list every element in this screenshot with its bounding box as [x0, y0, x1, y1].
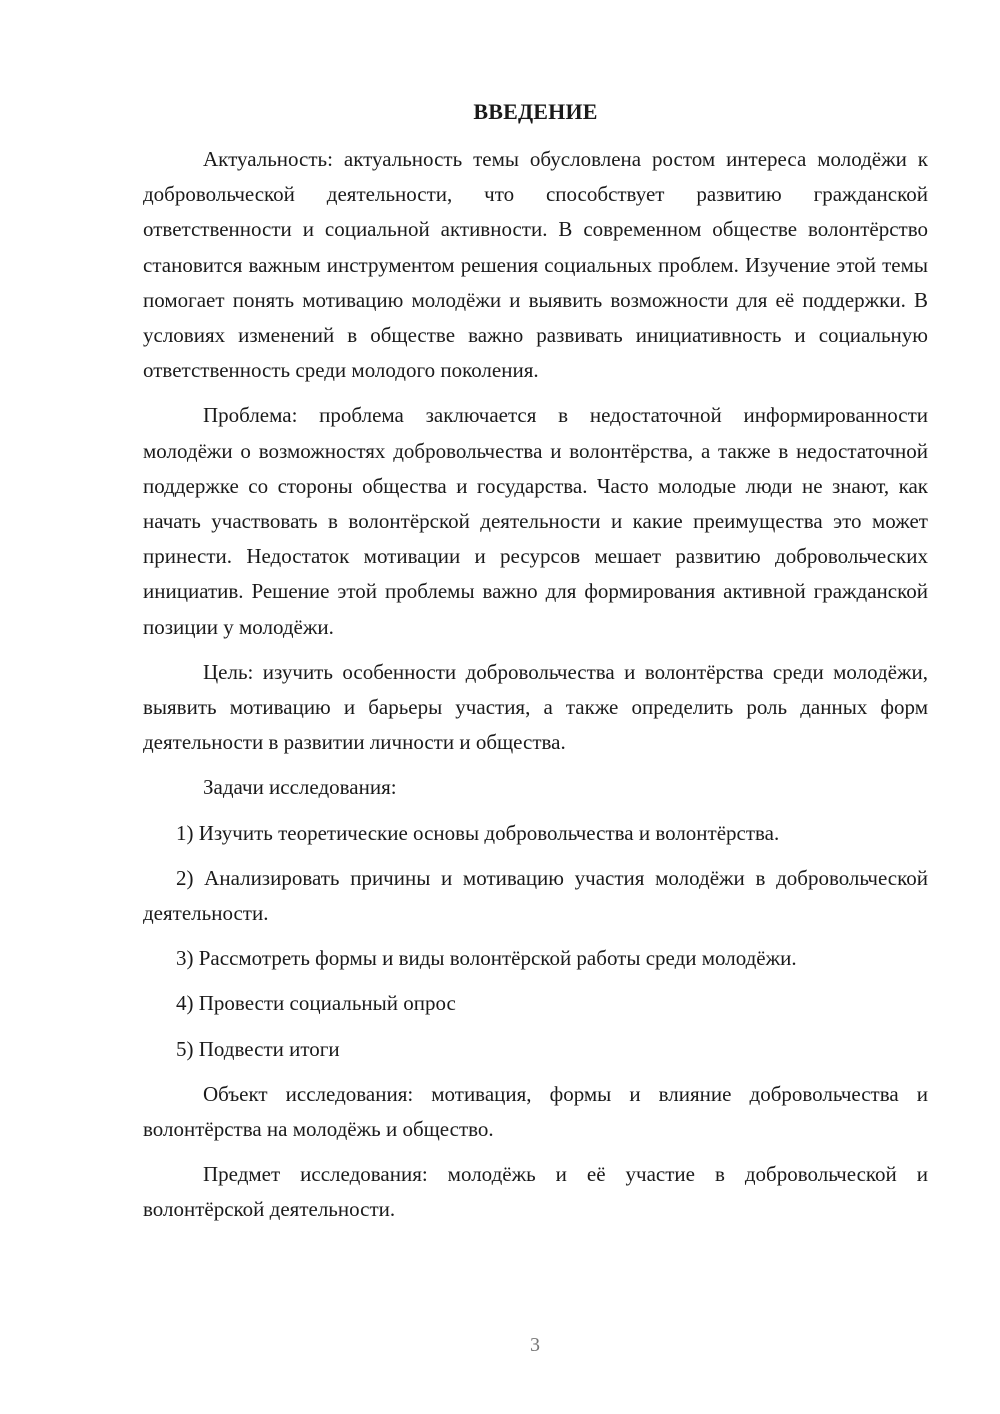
- paragraph-tasks-heading: Задачи исследования:: [203, 775, 397, 800]
- paragraph-object: Объект исследования: мотивация, формы и влияние добровольчества и волонтёрства на молодёжь и общество.: [143, 1081, 928, 1142]
- list-item-task-1: 1) Изучить теоретические основы добровольчества и волонтёрства.: [176, 820, 780, 845]
- paragraph-subject: Предмет исследования: молодёжь и её участие в добровольческой и волонтёрской деятельности.: [143, 1162, 928, 1222]
- document-page: [143, 96, 928, 1238]
- page-number: 3: [530, 1334, 540, 1356]
- list-item-task-3: 3) Рассмотреть формы и виды волонтёрской работы среди молодёжи.: [176, 946, 797, 971]
- page-title: ВВЕДЕНИЕ: [473, 99, 598, 124]
- paragraph-goal: Цель: изучить особенности добровольчества и волонтёрства среди молодёжи, выявить мотивацию и барьеры участия, а также определить роль данных форм деятельности в развитии личности и общества.: [143, 659, 928, 755]
- list-item-task-2: 2) Анализировать причины и мотивацию участия молодёжи в добровольческой деятельности.: [143, 865, 928, 926]
- list-item-task-4: 4) Провести социальный опрос: [176, 991, 456, 1016]
- list-item-task-5: 5) Подвести итоги: [176, 1036, 340, 1061]
- paragraph-relevance: Актуальность: актуальность темы обусловлена ростом интереса молодёжи к добровольческой деятельности, что способствует развитию гражданской ответственности и социальной активности. В современном обществе волонтёрство становится важным инструментом решения социальных проблем. Изучение этой темы помогает понять мотивацию молодёжи и выявить возможности для её поддержки. В условиях изменений в обществе важно развивать инициативность и социальную ответственность среди молодого поколения.: [143, 147, 928, 383]
- paragraph-problem: Проблема: проблема заключается в недостаточной информированности молодёжи о возможностях добровольчества и волонтёрства, а также в недостаточной поддержке со стороны общества и государства. Часто молодые люди не знают, как начать участвовать в волонтёрской деятельности и какие преимущества это может принести. Недостаток мотивации и ресурсов мешает развитию добровольческих инициатив. Решение этой проблемы важно для формирования активной гражданской позиции у молодёжи.: [143, 403, 928, 639]
